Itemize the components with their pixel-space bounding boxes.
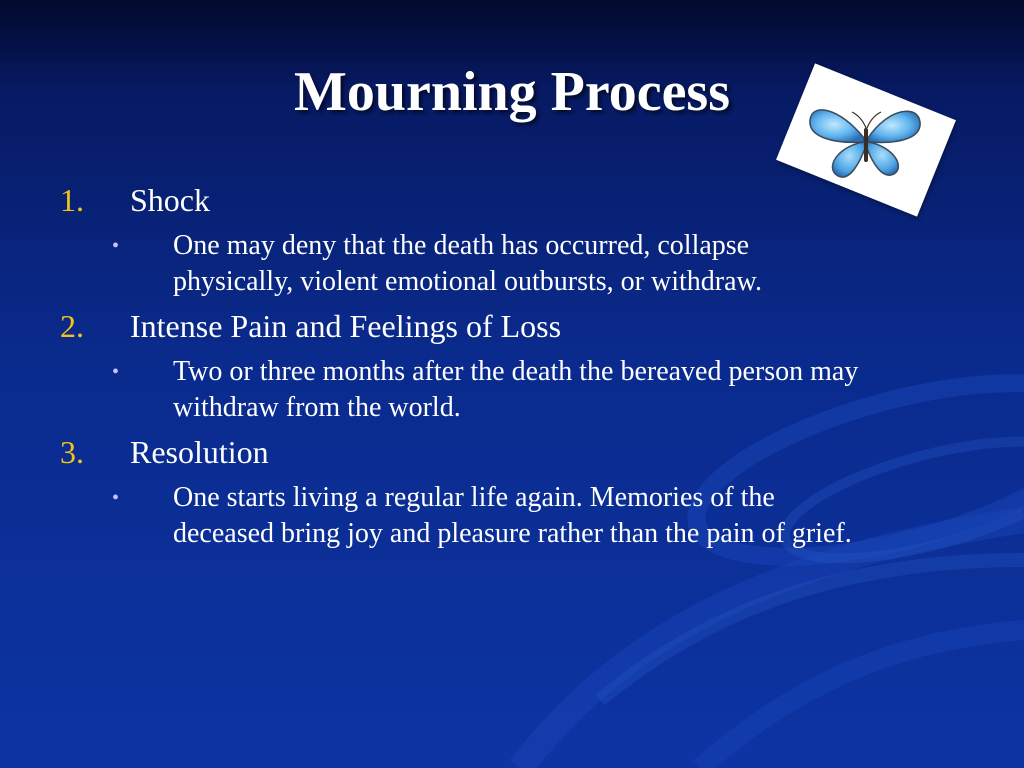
list-item-heading-row [60, 434, 880, 480]
list-item [60, 308, 880, 426]
bullet-marker: • [112, 487, 120, 509]
sub-bullet [112, 480, 880, 552]
list-heading: Resolution [130, 434, 269, 470]
bullet-marker: • [112, 361, 120, 383]
numbered-list [60, 182, 880, 560]
list-heading: Shock [130, 182, 210, 218]
list-number: 3. [60, 434, 84, 470]
bullet-text: One starts living a regular life again. Memories of the deceased bring joy and pleasure rather than the pain of grief. [173, 482, 852, 549]
slide-title: Mourning Process [293, 61, 731, 123]
list-number: 2. [60, 308, 84, 344]
bullet-marker: • [112, 235, 120, 257]
sub-bullet [112, 228, 880, 300]
sub-bullet [112, 354, 880, 426]
list-item [60, 434, 880, 552]
bullet-text: Two or three months after the death the bereaved person may withdraw from the world. [173, 356, 859, 423]
list-item-heading-row [60, 182, 880, 228]
list-item-heading-row [60, 308, 880, 354]
list-number: 1. [60, 182, 84, 218]
list-item [60, 182, 880, 300]
bullet-text: One may deny that the death has occurred, collapse physically, violent emotional outbursts, or withdraw. [173, 230, 762, 297]
list-heading: Intense Pain and Feelings of Loss [130, 308, 562, 344]
